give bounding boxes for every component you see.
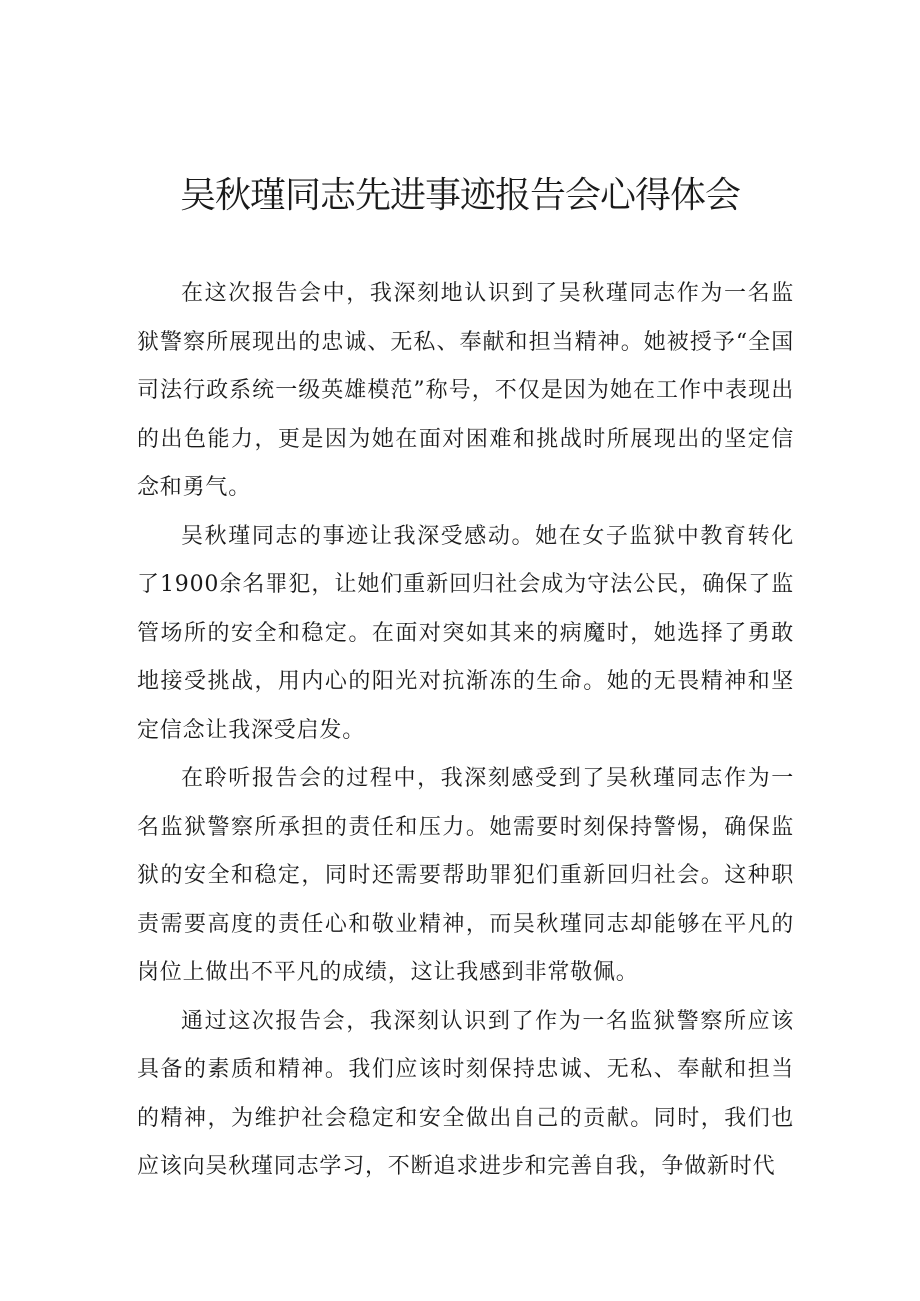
document-body: [137, 270, 794, 1192]
paragraph-1: 在这次报告会中，我深刻地认识到了吴秋瑾同志作为一名监狱警察所展现出的忠诚、无私、奉献和担当精神。她被授予“全国司法行政系统一级英雄模范”称号，不仅是因为她在工作中表现出的出色能力，更是因为她在面对困难和挑战时所展现出的坚定信念和勇气。: [137, 281, 794, 500]
document-title: 吴秋瑾同志先进事迹报告会心得体会: [179, 175, 740, 216]
paragraph-2: 吴秋瑾同志的事迹让我深受感动。她在女子监狱中教育转化了1900余名罪犯，让她们重新回归社会成为守法公民，确保了监管场所的安全和稳定。在面对突如其来的病魔时，她选择了勇敢地接受挑战，用内心的阳光对抗渐冻的生命。她的无畏精神和坚定信念让我深受启发。: [137, 523, 794, 743]
paragraph-4: 通过这次报告会，我深刻认识到了作为一名监狱警察所应该具备的素质和精神。我们应该时刻保持忠诚、无私、奉献和担当的精神，为维护社会稳定和安全做出自己的贡献。同时，我们也应该向吴秋瑾同志学习，不断追求进步和完善自我，争做新时代: [137, 1008, 794, 1179]
paragraph-3: 在聆听报告会的过程中，我深刻感受到了吴秋瑾同志作为一名监狱警察所承担的责任和压力。她需要时刻保持警惕，确保监狱的安全和稳定，同时还需要帮助罪犯们重新回归社会。这种职责需要高度的责任心和敬业精神，而吴秋瑾同志却能够在平凡的岗位上做出不平凡的成绩，这让我感到非常敬佩。: [137, 766, 794, 985]
